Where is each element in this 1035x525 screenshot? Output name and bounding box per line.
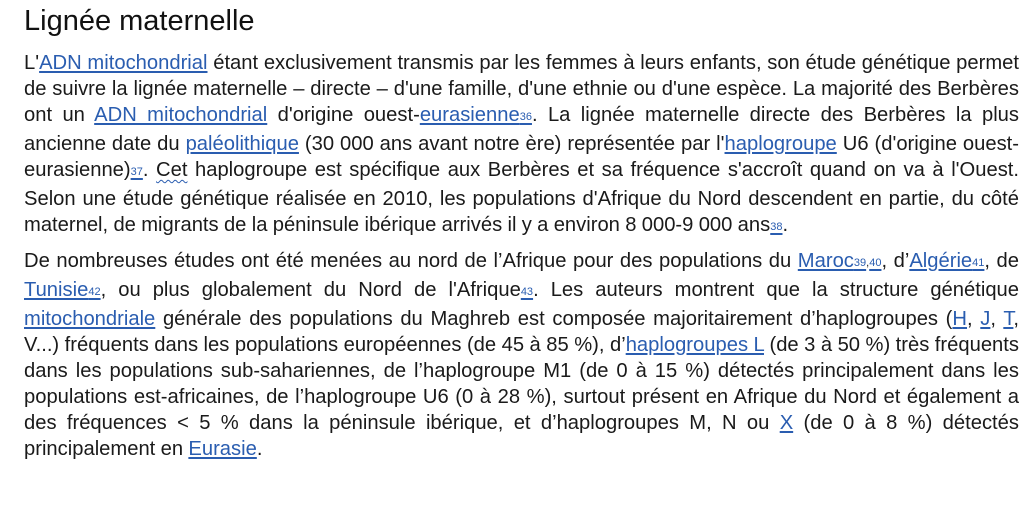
link-mitochondriale[interactable]: mitochondriale xyxy=(24,308,156,330)
link-algerie[interactable]: Algérie xyxy=(909,250,973,272)
text: (de 3 à 50 %) très fréquents dans les populations sub-sahariennes, de l’haplogroupe M1 (de 0 à 15 %) détectés principalement dans les populations est-africaines, de l’haplogroupe U6 (0 à 28 %), surtout présent en Afrique du Nord et également a des fréquences < 5 % dans la péninsule ibérique, et d’haplogroupes M, N ou xyxy=(24,334,1019,434)
reference-separator: , xyxy=(866,257,870,269)
reference-38-label: 38 xyxy=(770,221,783,233)
reference-37[interactable] xyxy=(131,159,143,181)
text: De nombreuses études ont été menées au nord de l’Afrique pour des populations du xyxy=(24,250,798,272)
link-haplogroup-j[interactable]: J xyxy=(980,308,991,330)
text: . Les auteurs montrent que la structure génétique xyxy=(533,279,1020,301)
reference-38[interactable] xyxy=(770,214,782,236)
reference-39[interactable] xyxy=(854,250,866,272)
text: d'origine ouest- xyxy=(267,104,420,126)
text: , d’ xyxy=(881,250,910,272)
link-eurasienne[interactable]: eurasienne xyxy=(419,104,520,126)
text: , xyxy=(990,308,1004,330)
link-haplogroup-x[interactable]: X xyxy=(779,412,794,434)
reference-36-label: 36 xyxy=(519,111,532,123)
link-haplogroupes-l[interactable]: haplogroupes L xyxy=(625,334,764,356)
section-heading: Lignée maternelle xyxy=(24,5,255,37)
reference-43-label: 43 xyxy=(520,286,534,298)
text: (30 000 ans avant notre ère) représentée par l' xyxy=(298,133,725,155)
paragraph-2 xyxy=(24,248,1019,462)
text: L' xyxy=(24,52,40,74)
paragraph-1 xyxy=(24,50,1019,241)
reference-42-label: 42 xyxy=(88,286,101,298)
spellcheck-word: Cet xyxy=(156,159,188,181)
link-eurasie[interactable]: Eurasie xyxy=(188,438,257,460)
text: . xyxy=(256,438,263,460)
link-haplogroup-t[interactable]: T xyxy=(1003,308,1014,330)
link-maroc[interactable]: Maroc xyxy=(797,250,854,272)
reference-43[interactable] xyxy=(521,279,533,301)
text: haplogroupe est spécifique aux Berbères et sa fréquence s'accroît quand on va à l'Ouest. Selon une étude génétique réalisée en 2010, les populations d'Afrique du Nord descendent en partie, du côté maternel, de migrants de la péninsule ibérique arrivés il y a environ 8 000-9 000 ans xyxy=(24,159,1019,236)
link-paleolithique[interactable]: paléolithique xyxy=(185,133,299,155)
text: . xyxy=(142,159,157,181)
reference-37-label: 37 xyxy=(130,166,143,178)
reference-40[interactable] xyxy=(869,250,881,272)
text: (de 0 à 8 %) détectés principalement en xyxy=(24,412,1019,460)
reference-42[interactable] xyxy=(88,279,100,301)
reference-41-label: 41 xyxy=(972,257,985,269)
reference-40-label: 40 xyxy=(869,257,882,269)
text: U6 (d'origine ouest-eurasienne) xyxy=(24,133,1019,181)
link-haplogroupe[interactable]: haplogroupe xyxy=(724,133,837,155)
link-tunisie[interactable]: Tunisie xyxy=(24,279,89,301)
reference-36[interactable] xyxy=(520,104,532,126)
text: , ou plus globalement du Nord de l'Afrique xyxy=(100,279,521,301)
reference-39-label: 39 xyxy=(853,257,867,269)
text: . La lignée maternelle directe des Berbères la plus ancienne date du xyxy=(24,104,1020,155)
link-adn-mitochondrial-2[interactable]: ADN mitochondrial xyxy=(94,104,268,126)
text: générale des populations du Maghreb est composée majoritairement d’haplogroupes ( xyxy=(155,308,953,330)
reference-41[interactable] xyxy=(972,250,984,272)
text: étant exclusivement transmis par les femmes à leurs enfants, son étude génétique permet de suivre la lignée maternelle – directe – d'une famille, d'une ethnie ou d'une espèce. La majorité des Berbères ont un xyxy=(24,52,1019,126)
text: , xyxy=(967,308,981,330)
text: . xyxy=(782,214,789,236)
text: , V...) fréquents dans les populations européennes (de 45 à 85 %), d’ xyxy=(24,308,1020,356)
link-haplogroup-h[interactable]: H xyxy=(952,308,968,330)
text: , de xyxy=(984,250,1019,272)
link-adn-mitochondrial[interactable]: ADN mitochondrial xyxy=(39,52,208,74)
